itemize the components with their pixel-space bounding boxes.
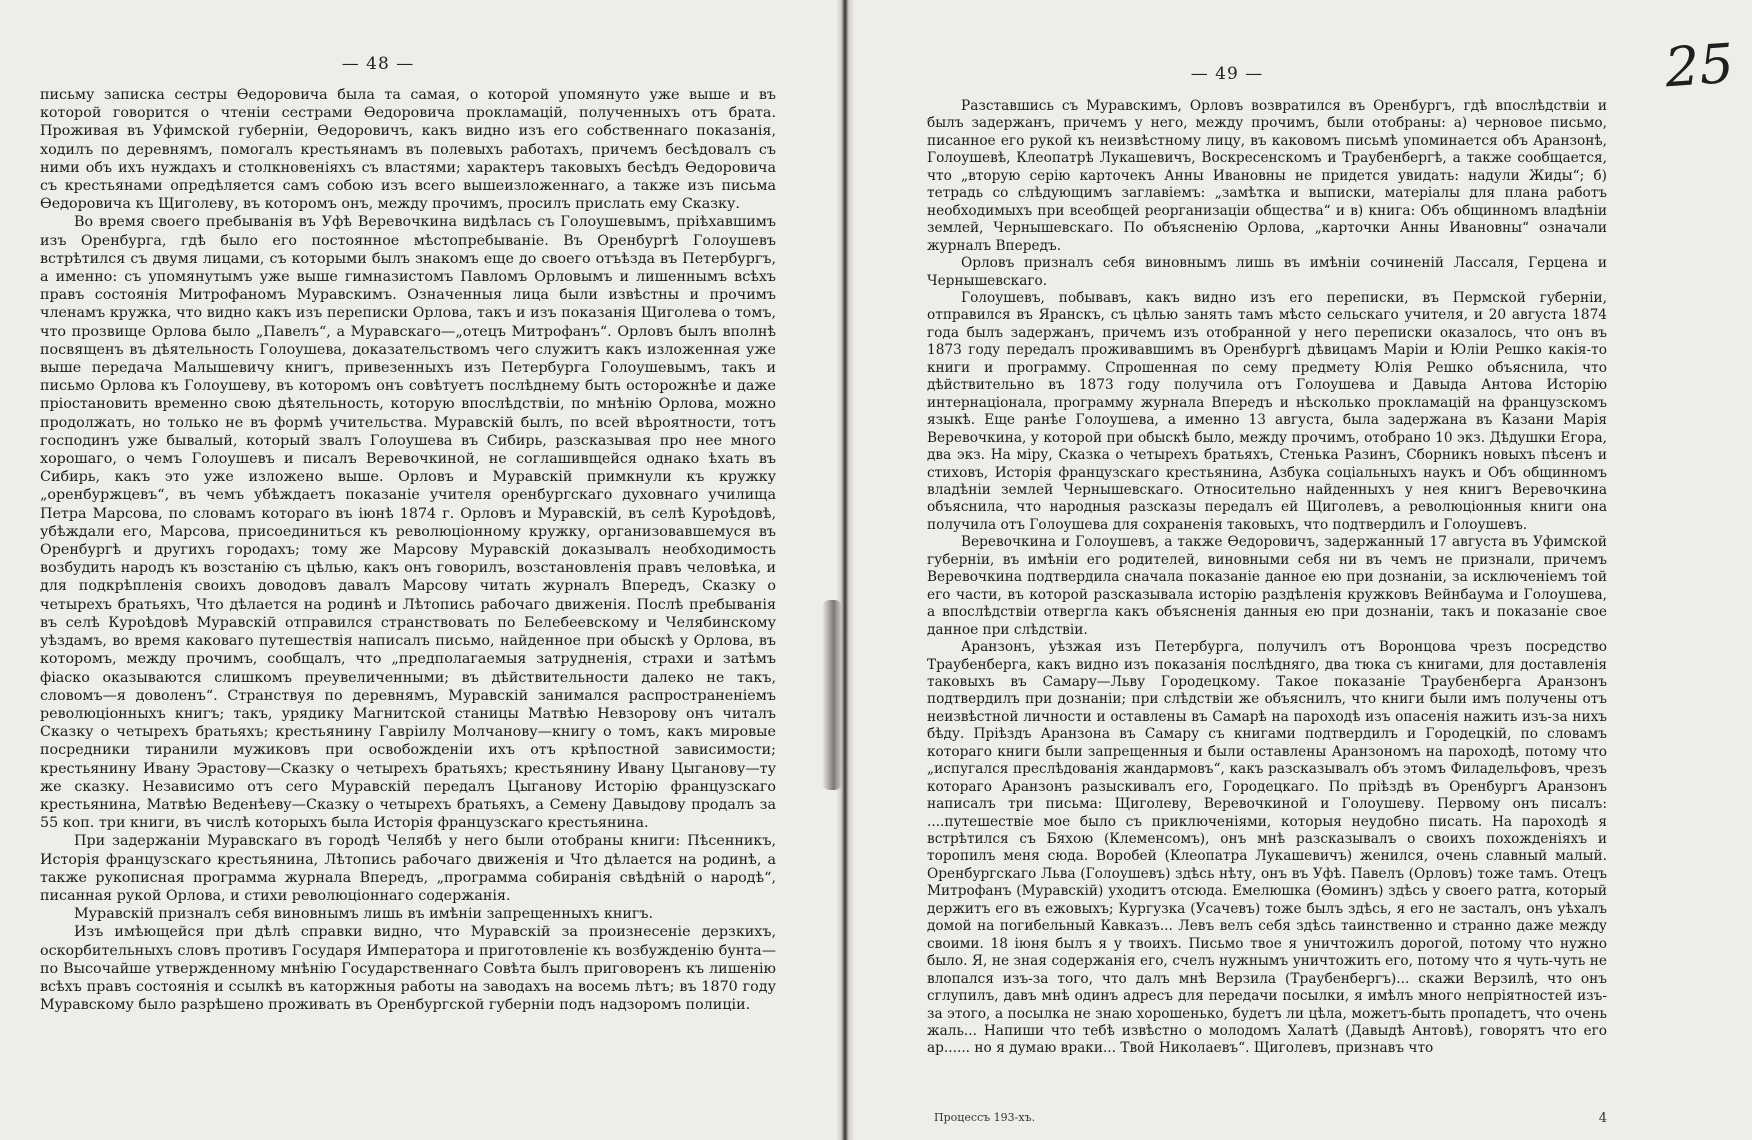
paragraph: Муравскій призналъ себя виновнымъ лишь въ имѣніи запрещенныхъ книгъ. [74, 906, 654, 923]
paragraph: Веревочкина и Голоушевъ, а также Өедоровичъ, задержанный 17 августа въ Уфимской губерніи, въ имѣніи его родителей, виновными себя ни въ чемъ не признали, причемъ Веревочкина подтвердила сначала показаніе данное ею при дознаніи, за исключеніемъ той его части, въ которой разсказывала исторію раздѣленія кружковъ Вейнбаума и Голоушева, а впослѣдствіи отвергла какъ объясненія данныя ею при дознаніи, такъ и показаніе свое данное при слѣдствіи. [927, 534, 1607, 638]
paragraph: письму записка сестры Өедоровича была та самая, о которой упомянуто уже выше и въ которой говорится о чтеніи сестрами Өедоровича прокламацій, полученныхъ отъ брата. Проживая въ Уфимской губерніи, Өедоровичъ, какъ видно изъ его собственнаго показанія, ходилъ по деревнямъ, помогалъ крестьянамъ въ полевыхъ работахъ, причемъ бесѣдовалъ съ ними объ ихъ нуждахъ и столкновеніяхъ съ властями; характеръ таковыхъ бесѣдъ Өедоровича съ крестьянами опредѣляется самъ собою изъ всего вышеизложеннаго, а также изъ письма Өедоровича къ Щиголеву, въ которомъ онъ, между прочимъ, просилъ прислать ему Сказку. [40, 87, 776, 213]
binding-damage [822, 600, 842, 790]
paragraph: Разставшись съ Муравскимъ, Орловъ возвратился въ Оренбургъ, гдѣ впослѣдствіи и былъ задержанъ, причемъ у него, между прочимъ, были отобраны: а) черновое письмо, писанное его рукой къ неизвѣстному лицу, въ каковомъ письмѣ упоминается объ Аранзонѣ, Голоушевѣ, Клеопатрѣ Лукашевичъ, Воскресенскомъ и Траубенбергѣ, а также сообщается, что „вторую серію карточекъ Анны Ивановны не придется увидать: надули Жиды“; б) тетрадь со слѣдующимъ заглавіемъ: „замѣтка и выписки, матеріалы для плана работъ необходимыхъ при всеобщей реорганизаціи общества“ и в) книга: Объ общинномъ владѣніи землей, Чернышевскаго. По объясненію Орлова, „карточки Анны Ивановны“ означали журналъ Впередъ. [927, 98, 1607, 254]
paragraph: Аранзонъ, уѣзжая изъ Петербурга, получилъ отъ Воронцова чрезъ посредство Траубенберга, какъ видно изъ показанія послѣдняго, два тюка съ книгами, для доставленія таковыхъ въ Самару—Льву Городецкому. Такое показаніе Траубенберга Аранзонъ подтвердилъ при дознаніи; при слѣдствіи же объяснилъ, что книги были имъ получены отъ неизвѣстной личности и оставлены въ Самарѣ на пароходѣ изъ опасенія нажить изъ-за нихъ бѣду. Пріѣздъ Аранзона въ Самару съ книгами подтвердилъ и Городецкій, по словамъ котораго книги были запрещенныя и были оставлены Аранзономъ на пароходѣ, потому что „испугался преслѣдованія жандармовъ“, какъ разсказывалъ объ этомъ Филадельфовъ, чрезъ котораго Аранзонъ разыскивалъ его, Городецкаго. По пріѣздѣ въ Оренбургъ Аранзонъ написалъ три письма: Щиголеву, Веревочкиной и Голоушеву. Первому онъ писалъ: ....путешествіе мое было съ приключеніями, которыя неудобно писать. На пароходѣ я встрѣтился съ Бяхою (Клеменсомъ), онъ мнѣ разсказывалъ о своихъ похожденіяхъ и торопилъ меня сюда. Воробей (Клеопатра Лукашевичъ) женился, очень славный малый. Оренбургскаго Льва (Голоушевъ) здѣсь нѣту, онъ въ Уфѣ. Павелъ (Орловъ) тоже тамъ. Отецъ Митрофанъ (Муравскій) уходитъ отсюда. Емелюшка (Өоминъ) здѣсь у своего paтrа, который держитъ его въ ежовыхъ; Кургузка (Усачевъ) тоже былъ здѣсь, я его не засталъ, онъ уѣхалъ домой на погибельный Кавказъ... Левъ велъ себя здѣсь таинственно и странно даже между своими. 18 іюня былъ я у твоихъ. Письмо твое я уничтожилъ дорогой, потому что нужно было. Я, не зная содержанія его, счелъ нужнымъ уничтожить его, потому что я чуть-чуть не влопался изъ-за того, что далъ мнѣ Верзила (Траубенбергъ)... скажи Верзилѣ, что онъ сглупилъ, давъ мнѣ одинъ адресъ для передачи посылки, я имѣлъ много непріятностей изъ-за этого, а посылка не знаю хорошенько, будетъ ли цѣла, можетъ-быть пропадетъ, что очень жаль... Напиши что тебѣ извѣстно о молодомъ Халатѣ (Давыдѣ Антовѣ), говорятъ что его ар...... но я думаю враки... Твой Николаевъ“. Щиголевъ, признавъ что [927, 639, 1607, 1057]
paragraph: Во время своего пребыванія въ Уфѣ Веревочкина видѣлась съ Голоушевымъ, пріѣхавшимъ изъ Оренбурга, гдѣ было его постоянное мѣстопребываніе. Въ Оренбургѣ Голоушевъ встрѣтился съ двумя лицами, съ которыми былъ знакомъ еще до своего отъѣзда въ Петербургъ, а именно: съ упомянутымъ уже выше гимназистомъ Павломъ Орловымъ и лишеннымъ всѣхъ правъ состоянія Митрофаномъ Муравскимъ. Означенныя лица были извѣстны и прочимъ членамъ кружка, что видно какъ изъ переписки Орлова, такъ и изъ показанія Щиголева о томъ, что прозвище Орлова было „Павелъ“, а Муравскаго—„отецъ Митрофанъ“. Орловъ былъ вполнѣ посвященъ въ дѣятельность Голоушева, доказательствомъ чего служитъ какъ изложенная уже выше передача Малышевичу книгъ, привезенныхъ изъ Петербурга Голоушевымъ, такъ и письмо Орлова къ Голоушеву, въ которомъ онъ совѣтуетъ послѣднему быть осторожнѣе и даже пріостановить временно свою дѣятельность, которую впослѣдствіи, по мнѣнію Орлова, можно продолжать, но только не въ формѣ учительства. Муравскій былъ, по всей вѣроятности, тотъ господинъ уже бывалый, который звалъ Голоушева въ Сибирь, разсказывая про нее много хорошаго, о чемъ Голоушевъ и писалъ Веревочкиной, не соглашивщейся однако ѣхать въ Сибирь, какъ это уже изложено выше. Орловъ и Муравскій примкнули къ кружку „оренбуржцевъ“, въ чемъ убѣждаетъ показаніе учителя оренбургскаго духовнаго училища Петра Марсова, по словамъ котораго въ іюнѣ 1874 г. Орловъ и Муравскій, въ селѣ Куроѣдовѣ, убѣждали его, Марсова, присоединиться къ революціонному кружку, организовавшемуся въ Оренбургѣ и другихъ городахъ; тому же Марсову Муравскій доказывалъ необходимость возбудить народъ къ возстанію съ цѣлью, какъ онъ говорилъ, возстановленія правъ человѣка, и для подкрѣпленія своихъ доводовъ давалъ Марсову читать журналъ Впередъ, Сказку о четырехъ братьяхъ, Что дѣлается на родинѣ и Лѣтопись рабочаго движенія. Послѣ пребыванія въ селѣ Куроѣдовѣ Муравскій отправился странствовать по Белебеевскому и Челябинскому уѣздамъ, во время каковаго путешествія написалъ письмо, найденное при обыскѣ у Орлова, въ которомъ, между прочимъ, сообщалъ, что „предполагаемыя затрудненія, страхи и затѣмъ фіаско оказываются слишкомъ преувеличенными; въ дѣйствительности далеко не такъ, словомъ—я доволенъ“. Странствуя по деревнямъ, Муравскій занимался распространеніемъ революціонныхъ книгъ; такъ, урядику Магнитской станицы Матвѣю Невзорову онъ читалъ Сказку о четырехъ братьяхъ; крестьянину Гавріилу Молчанову—книгу о томъ, какъ мировые посредники тиранили мужиковъ при освобожденіи ихъ отъ крѣпостной зависимости; крестьянину Ивану Эрастову—Сказку о четырехъ братьяхъ; крестьянину Ивану Цыганову—ту же сказку. Независимо отъ сего Муравскій передалъ Цыганову Исторію французскаго крестьянина, Матвѣю Веденѣеву—Сказку о четырехъ братьяхъ, а Семену Давыдову продалъ за 55 коп. три книги, въ числѣ которыхъ была Исторія французскаго крестьянина. [40, 214, 776, 832]
sheet-number: 4 [1598, 1111, 1607, 1126]
paragraph: Орловъ призналъ себя виновнымъ лишь въ имѣніи сочиненій Лассаля, Герцена и Чернышевскаго. [927, 255, 1607, 289]
paragraph: При задержаніи Муравскаго въ городѣ Челябѣ у него были отобраны книги: Пѣсенникъ, Исторія французскаго крестьянина, Лѣтопись рабочаго движенія и Что дѣлается на родинѣ, а также рукописная программа журнала Впередъ, „программа собиранія свѣдѣній о народѣ“, писанная рукой Орлова, и стихи революціоннаго содержанія. [40, 833, 776, 904]
handwritten-archive-number: 25 [1663, 31, 1737, 100]
page-number-right: — 49 — [1190, 64, 1264, 84]
right-page-text [927, 98, 1607, 1058]
signature-mark: Процессъ 193-хъ. [934, 1111, 1036, 1124]
left-page [0, 0, 844, 1140]
right-page [844, 0, 1752, 1140]
page-number-left: — 48 — [341, 54, 415, 74]
paragraph: Изъ имѣющейся при дѣлѣ справки видно, что Муравскій за произнесеніе дерзкихъ, оскорбительныхъ словъ противъ Государя Императора и приготовленіе къ возбужденію бунта—по Высочайше утвержденному мнѣнію Государственнаго Совѣта былъ приговоренъ къ лишенію всѣхъ правъ состоянія и ссылкѣ въ каторжныя работы на заводахъ на восемь лѣтъ; въ 1870 году Муравскому было разрѣшено проживать въ Оренбургской губерніи подъ надзоромъ полиціи. [40, 924, 776, 1014]
left-page-text [40, 86, 776, 1014]
paragraph: Голоушевъ, побывавъ, какъ видно изъ его переписки, въ Пермской губерніи, отправился въ Яранскъ, съ цѣлью занять тамъ мѣсто сельскаго учителя, и 20 августа 1874 года былъ задержанъ, причемъ изъ отобранной у него переписки оказалось, что онъ въ 1873 году передалъ проживавшимъ въ Оренбургѣ дѣвицамъ Маріи и Юліи Решко какія-то книги и программу. Спрошенная по сему предмету Юлія Решко объяснила, что дѣйствительно въ 1873 году получила отъ Голоушева и Давыда Антова Исторію интернаціонала, программу журнала Впередъ и нѣсколько прокламацій на французскомъ языкѣ. Еще ранѣе Голоушева, а именно 13 августа, была задержана въ Казани Марія Веревочкина, у которой при обыскѣ было, между прочимъ, отобрано 10 экз. Дѣдушки Егора, два экз. На міру, Сказка о четырехъ братьяхъ, Стенька Разинъ, Сборникъ новыхъ пѣсенъ и стиховъ, Исторія французскаго крестьянина, Азбука соціальныхъ наукъ и Объ общинномъ владѣніи землей Чернышевскаго. Относительно найденныхъ у нея книгъ Веревочкина объяснила, что народныя разсказы передалъ ей Щиголевъ, а революціонныя книги она получила отъ Голоушева для сохраненія таковыхъ, что подтвердилъ и Голоушевъ. [927, 289, 1607, 533]
right-page-footer [934, 1111, 1607, 1126]
